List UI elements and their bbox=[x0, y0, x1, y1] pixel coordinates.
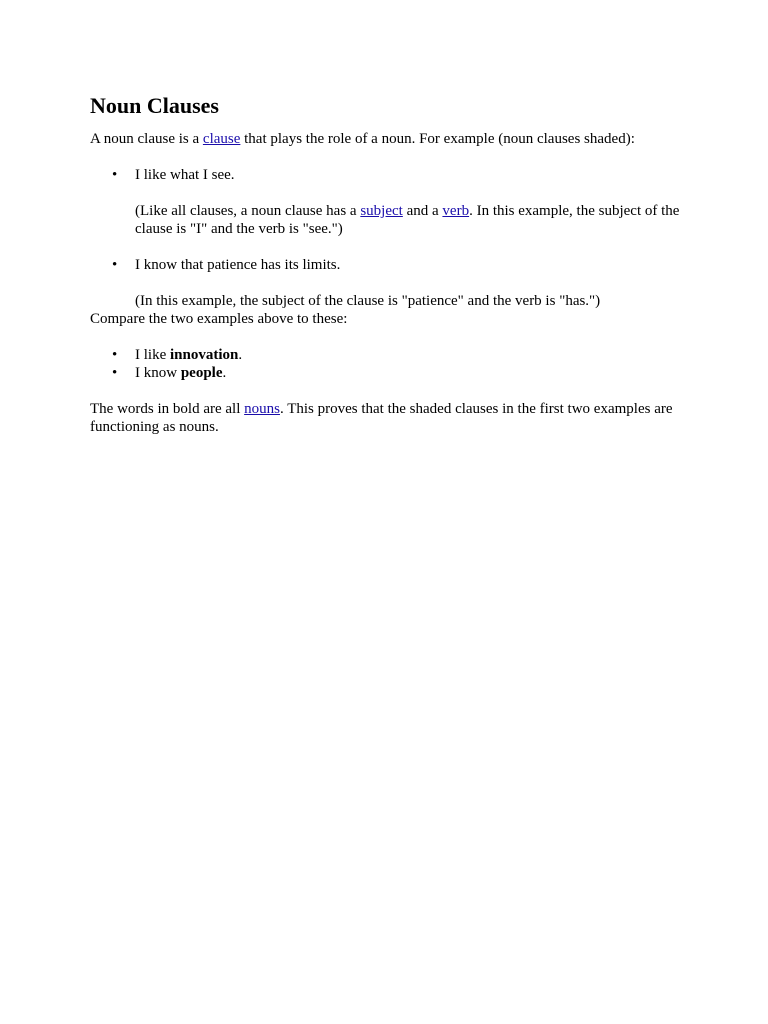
bold-noun: innovation bbox=[170, 347, 239, 363]
subject-link[interactable]: subject bbox=[360, 203, 403, 219]
item-text: I like bbox=[135, 347, 170, 363]
conclusion-text-before: The words in bold are all bbox=[90, 401, 245, 417]
verb-link[interactable]: verb bbox=[442, 203, 470, 219]
example-2-text: I know that patience has its limits. bbox=[135, 257, 341, 273]
intro-paragraph bbox=[90, 130, 690, 148]
noun-examples-list bbox=[90, 346, 690, 382]
example-2-note: (In this example, the subject of the clause is "patience" and the verb is "has.") bbox=[135, 293, 601, 309]
note-text-mid: and a bbox=[402, 203, 443, 219]
page-title: Noun Clauses bbox=[90, 93, 219, 118]
bold-noun: people bbox=[180, 365, 223, 381]
document-page bbox=[90, 92, 690, 436]
list-item bbox=[112, 166, 690, 184]
item-text: . bbox=[222, 365, 227, 381]
clause-link[interactable]: clause bbox=[202, 131, 241, 147]
item-text: I know bbox=[135, 365, 181, 381]
nouns-link[interactable]: nouns bbox=[244, 401, 280, 417]
example-1-text: I like what I see. bbox=[135, 167, 235, 183]
list-item bbox=[112, 346, 690, 364]
intro-text-after: that plays the role of a noun. For example (noun clauses shaded): bbox=[240, 131, 635, 147]
bullet-icon: • bbox=[112, 257, 118, 273]
examples-list-2 bbox=[90, 256, 690, 274]
example-1-note bbox=[135, 202, 690, 238]
list-item bbox=[112, 364, 690, 382]
bullet-icon: • bbox=[112, 365, 118, 381]
examples-list-1 bbox=[90, 166, 690, 184]
compare-paragraph: Compare the two examples above to these: bbox=[90, 311, 348, 327]
intro-text-before: A noun clause is a bbox=[90, 131, 203, 147]
note-text-before: (Like all clauses, a noun clause has a bbox=[135, 203, 361, 219]
conclusion-text-after: . This proves that the shaded clauses in the first two examples are functioning as nouns. bbox=[90, 401, 673, 435]
conclusion-paragraph bbox=[90, 400, 690, 436]
item-text: . bbox=[238, 347, 243, 363]
list-item bbox=[112, 256, 690, 274]
note-text-after: . In this example, the subject of the clause is "I" and the verb is "see.") bbox=[135, 203, 680, 237]
bullet-icon: • bbox=[112, 347, 118, 363]
bullet-icon: • bbox=[112, 167, 118, 183]
